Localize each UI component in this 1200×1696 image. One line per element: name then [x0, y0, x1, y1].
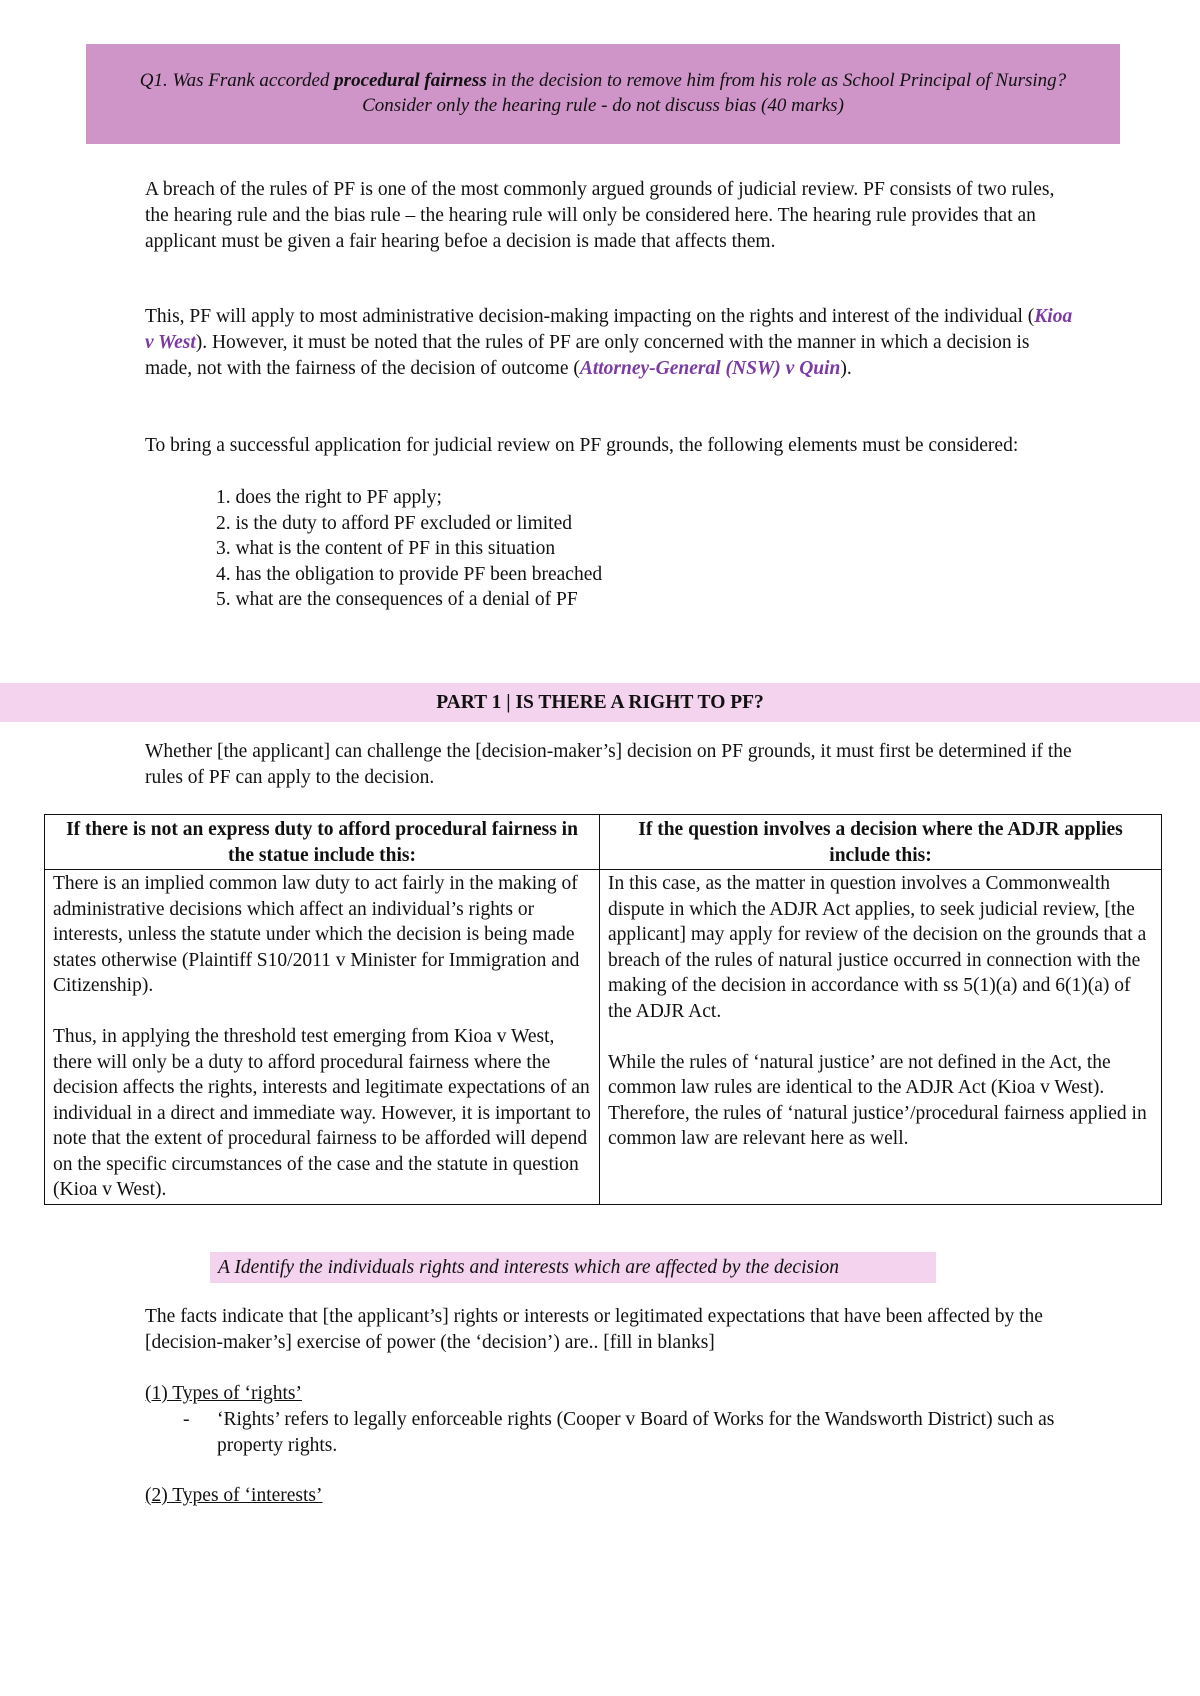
intro-paragraph-1-text: A breach of the rules of PF is one of the most commonly argued grounds of judicial review. PF consists of two rules, the hearing rule and the bias rule – the hearing rule will only be considered here. The hearing rule provides that an applicant must be given a fair hearing befoe a decision is made that affects them.: [145, 179, 1055, 252]
question-box: [86, 44, 1120, 144]
cell-paragraph: Thus, in applying the threshold test emerging from Kioa v West, there will only be a duty to afford procedural fairness where the decision affects the rights, interests and legitimate expectations of an individual in a direct and immediate way. However, it is important to note that the extent of procedural fairness to be afforded will depend on the specific circumstances of the case and the statute in question (Kioa v West).: [53, 1026, 591, 1200]
table-cell-common-law: [45, 870, 600, 1205]
table-header-row: [45, 815, 1162, 870]
procedural-fairness-table: [44, 814, 1162, 1205]
question-text-start: Q1. Was Frank accorded: [139, 70, 335, 91]
case-kioa-v-west: Kioa v West: [145, 306, 1073, 353]
intro-paragraph-2-c: ).: [840, 358, 852, 379]
intro-paragraph-3: [145, 433, 1075, 459]
cell-paragraph: There is an implied common law duty to act fairly in the making of administrative decisions which affect an individual’s rights or interests, unless the statute under which the decision is being made states otherwise (Plaintiff S10/2011 v Minister for Immigration and Citizenship).: [53, 873, 580, 996]
question-text-end: in the decision to remove him from his role as School Principal of Nursing? Consider only the hearing rule - do not discuss bias (40 marks): [362, 70, 1067, 116]
cell-paragraph: In this case, as the matter in question involves a Commonwealth dispute in which the ADJR Act applies, to seek judicial review, [the applicant] may apply for review of the decision on the grounds that a breach of the rules of natural justice occurred in connection with the making of the decision in accordance with ss 5(1)(a) and 6(1)(a) of the ADJR Act.: [608, 873, 1147, 1022]
intro-paragraph-3-text: To bring a successful application for judicial review on PF grounds, the following elements must be considered:: [145, 435, 1019, 456]
list-item: 5. what are the consequences of a denial of PF: [216, 589, 578, 610]
list-item: 1. does the right to PF apply;: [216, 487, 442, 508]
section-a-heading: A Identify the individuals rights and interests which are affected by the decision: [210, 1252, 936, 1283]
table-row: [45, 870, 1162, 1205]
question-emphasis: procedural fairness: [334, 70, 487, 91]
table-header-adjr: If the question involves a decision where the ADJR applies include this:: [600, 815, 1162, 870]
rights-bullet-text: ‘Rights’ refers to legally enforceable rights (Cooper v Board of Works for the Wandsworth District) such as property rights.: [217, 1409, 1055, 1456]
list-item: 2. is the duty to afford PF excluded or limited: [216, 512, 573, 534]
list-item: 3. what is the content of PF in this situation: [216, 538, 556, 559]
rights-heading: [145, 1381, 1075, 1407]
list-item: 4. has the obligation to provide PF been breached: [216, 563, 603, 585]
rights-heading-text: (1) Types of ‘rights’: [145, 1383, 302, 1404]
part-1-heading: PART 1 | IS THERE A RIGHT TO PF?: [0, 683, 1200, 722]
elements-list: [216, 485, 602, 613]
intro-paragraph-2-a: This, PF will apply to most administrative decision-making impacting on the rights and interest of the individual (: [145, 306, 1035, 327]
table-header-no-express-duty: If there is not an express duty to afford procedural fairness in the statue include this:: [45, 815, 600, 870]
table-cell-adjr: [600, 870, 1162, 1205]
interests-heading: [145, 1483, 1075, 1509]
interests-heading-text: (2) Types of ‘interests’: [145, 1485, 323, 1506]
dash-marker: -: [183, 1409, 190, 1430]
rights-bullet: [183, 1407, 1063, 1459]
case-ag-nsw-v-quin: Attorney-General (NSW) v Quin: [579, 358, 841, 379]
intro-paragraph-2: [145, 304, 1075, 382]
cell-paragraph: While the rules of ‘natural justice’ are not defined in the Act, the common law rules are identical to the ADJR Act (Kioa v West). Therefore, the rules of ‘natural justice’/procedural fairness applied in common law are relevant here as well.: [608, 1051, 1147, 1149]
intro-paragraph-1: [145, 177, 1075, 255]
intro-paragraph-2-b: ). However, it must be noted that the rules of PF are only concerned with the manner in which a decision is made, not with the fairness of the decision of outcome (: [145, 332, 1030, 379]
part-1-intro: [145, 739, 1075, 791]
part-1-intro-text: Whether [the applicant] can challenge the [decision-maker’s] decision on PF grounds, it must first be determined if the rules of PF can apply to the decision.: [145, 741, 1072, 788]
section-a-paragraph: [145, 1304, 1075, 1356]
section-a-paragraph-text: The facts indicate that [the applicant’s] rights or interests or legitimated expectations that have been affected by the [decision-maker’s] exercise of power (the ‘decision’) are.. [fill in blanks]: [145, 1306, 1043, 1353]
